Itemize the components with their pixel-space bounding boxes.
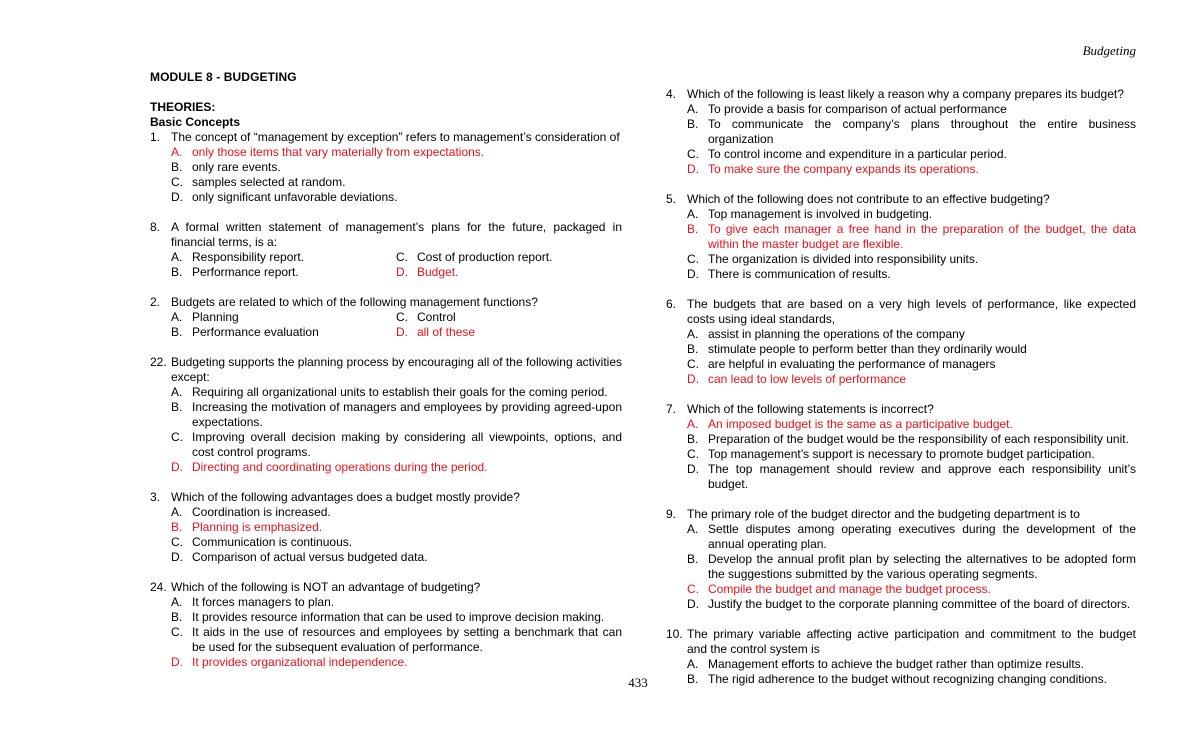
option-letter: B. [171,610,183,624]
option-letter: A. [171,595,183,609]
question-stem [666,192,1136,207]
question-item [150,220,622,280]
option-letter: B. [171,400,183,414]
option-list [666,207,1136,282]
option-letter: D. [687,162,699,176]
option-letter: D. [396,325,408,339]
option-letter: D. [171,655,183,669]
answer-option [687,657,1136,672]
correct-answer-option [687,222,1136,252]
running-head: Budgeting [1082,43,1136,58]
question-text: Which of the following is least likely a reason why a company prepares its budget? [687,87,1124,101]
answer-option [171,265,396,280]
question-number: 8. [150,220,161,234]
option-text: only rare events. [192,160,281,174]
answer-option [396,250,622,265]
option-list [666,522,1136,612]
option-text: Budget. [417,265,459,279]
option-text: Develop the annual profit plan by selecting the alternatives to be adopted form the suggestions submitted by the various operating segments. [708,552,1136,581]
question-stem [666,507,1136,522]
answer-option [396,310,622,325]
option-letter: D. [396,265,408,279]
answer-option [687,597,1136,612]
question-number: 24. [150,580,167,594]
question-number: 1. [150,130,161,144]
option-list [666,327,1136,387]
option-letter: B. [171,160,183,174]
question-text: The primary variable affecting active participation and commitment to the budget and the control system is [687,627,1136,656]
option-letter: C. [171,625,183,639]
subsection-title: Basic Concepts [150,115,241,129]
option-letter: A. [171,505,183,519]
option-text: are helpful in evaluating the performance of managers [708,357,996,371]
option-text: Improving overall decision making by considering all viewpoints, options, and cost control programs. [192,430,622,459]
option-letter: D. [171,550,183,564]
correct-answer-option [171,655,622,670]
option-letter: A. [687,417,699,431]
answer-option [171,625,622,655]
option-text: It aids in the use of resources and employees by setting a benchmark that can be used for the subsequent evaluation of performance. [192,625,622,654]
answer-option [687,117,1136,147]
answer-option [171,400,622,430]
answer-option [171,385,622,400]
answer-option [687,522,1136,552]
option-letter: A. [687,327,699,341]
option-text: Comparison of actual versus budgeted data. [192,550,428,564]
option-text: assist in planning the operations of the company [708,327,965,341]
question-item [666,192,1136,282]
section-title: THEORIES: [150,100,216,114]
option-letter: D. [687,597,699,611]
option-text: samples selected at random. [192,175,346,189]
option-letter: A. [171,145,183,159]
correct-answer-option [687,372,1136,387]
question-item [150,490,622,565]
option-text: It provides resource information that can be used to improve decision making. [192,610,605,624]
option-text: An imposed budget is the same as a participative budget. [708,417,1013,431]
option-letter: A. [687,207,699,221]
answer-option [687,447,1136,462]
option-text: It provides organizational independence. [192,655,408,669]
option-list [150,505,622,565]
question-stem [150,220,622,250]
option-text: To make sure the company expands its operations. [708,162,979,176]
right-question-list [666,87,1136,687]
question-text: Which of the following is NOT an advantage of budgeting? [171,580,481,594]
option-text: Planning [192,310,239,324]
question-number: 3. [150,490,161,504]
question-stem [666,627,1136,657]
answer-option [687,267,1136,282]
option-letter: A. [687,102,699,116]
option-letter: B. [687,672,699,686]
option-text: Compile the budget and manage the budget process. [708,582,991,596]
option-letter: B. [171,265,183,279]
question-item [150,130,622,205]
option-letter: B. [687,117,699,131]
module-title: MODULE 8 - BUDGETING [150,70,297,84]
option-text: only those items that vary materially from expectations. [192,145,485,159]
answer-option [687,327,1136,342]
option-letter: B. [171,520,183,534]
option-letter: D. [687,372,699,386]
option-list [150,145,622,205]
option-letter: C. [171,535,183,549]
option-text: can lead to low levels of performance [708,372,907,386]
question-stem [150,355,622,385]
answer-option [171,610,622,625]
correct-answer-option [687,162,1136,177]
question-text: Budgeting supports the planning process by encouraging all of the following activities except: [171,355,622,384]
question-item [150,295,622,340]
option-text: Directing and coordinating operations during the period. [192,460,488,474]
option-list [150,595,622,670]
answer-option [687,252,1136,267]
answer-option [171,550,622,565]
option-text: To control income and expenditure in a particular period. [708,147,1007,161]
answer-option [687,342,1136,357]
option-letter: A. [171,385,183,399]
option-letter: C. [687,357,699,371]
question-item [666,297,1136,387]
question-text: The primary role of the budget director and the budgeting department is to [687,507,1080,521]
answer-option [171,175,622,190]
option-letter: C. [687,252,699,266]
question-text: Budgets are related to which of the following management functions? [171,295,538,309]
left-question-list [150,130,622,670]
option-text: The organization is divided into responsibility units. [708,252,979,266]
option-text: It forces managers to plan. [192,595,335,609]
answer-option [687,357,1136,372]
option-letter: A. [171,250,183,264]
option-text: Management efforts to achieve the budget rather than optimize results. [708,657,1084,671]
option-text: Communication is continuous. [192,535,353,549]
answer-option [171,250,396,265]
question-item [666,87,1136,177]
option-text: only significant unfavorable deviations. [192,190,398,204]
question-stem [150,295,622,310]
option-letter: C. [687,147,699,161]
option-letter: A. [171,310,183,324]
correct-answer-option [396,265,622,280]
option-text: The rigid adherence to the budget without recognizing changing conditions. [708,672,1107,686]
answer-option [171,190,622,205]
option-text: To give each manager a free hand in the preparation of the budget, the data within the master budget are flexible. [708,222,1136,251]
option-text: Top management’s support is necessary to promote budget participation. [708,447,1095,461]
question-item [150,580,622,670]
option-letter: D. [687,267,699,281]
option-list [150,310,622,340]
option-text: The top management should review and approve each responsibility unit’s budget. [708,462,1136,491]
option-letter: C. [687,582,699,596]
option-letter: C. [687,447,699,461]
option-letter: B. [687,432,699,446]
option-letter: D. [171,460,183,474]
option-letter: C. [396,250,408,264]
correct-answer-option [171,460,622,475]
answer-option [171,595,622,610]
question-number: 10. [666,627,683,641]
option-list [150,250,622,280]
correct-answer-option [396,325,622,340]
option-list [150,385,622,475]
right-column [666,87,1136,702]
question-item [150,355,622,475]
option-text: To communicate the company’s plans throughout the entire business organization [708,117,1136,146]
question-stem [666,87,1136,102]
question-text: Which of the following statements is incorrect? [687,402,934,416]
answer-option [687,147,1136,162]
correct-answer-option [171,145,622,160]
option-text: Responsibility report. [192,250,305,264]
option-text: Control [417,310,456,324]
question-number: 4. [666,87,677,101]
answer-option [687,207,1136,222]
option-text: Requiring all organizational units to establish their goals for the coming period. [192,385,608,399]
question-number: 9. [666,507,677,521]
answer-option [171,310,396,325]
option-letter: C. [171,430,183,444]
option-letter: A. [687,522,699,536]
option-letter: C. [171,175,183,189]
left-column [150,70,622,685]
option-letter: B. [687,342,699,356]
option-text: all of these [417,325,476,339]
option-text: stimulate people to perform better than they ordinarily would [708,342,1027,356]
question-item [666,402,1136,492]
answer-option [687,552,1136,582]
question-stem [666,402,1136,417]
option-letter: B. [687,552,699,566]
option-text: To provide a basis for comparison of actual performance [708,102,1007,116]
answer-option [687,462,1136,492]
option-letter: C. [396,310,408,324]
question-number: 6. [666,297,677,311]
question-text: The concept of “management by exception” refers to management’s consideration of [171,130,620,144]
option-text: Increasing the motivation of managers and employees by providing agreed-upon expectations. [192,400,622,429]
option-letter: D. [171,190,183,204]
answer-option [171,430,622,460]
question-number: 2. [150,295,161,309]
answer-option [687,432,1136,447]
answer-option [171,325,396,340]
page-number: 433 [628,675,648,690]
question-stem [150,580,622,595]
option-text: Cost of production report. [417,250,553,264]
answer-option [687,102,1136,117]
option-letter: B. [171,325,183,339]
option-text: Performance evaluation [192,325,319,339]
question-number: 22. [150,355,167,369]
question-number: 7. [666,402,677,416]
option-text: There is communication of results. [708,267,891,281]
option-text: Justify the budget to the corporate planning committee of the board of directors. [708,597,1131,611]
option-letter: D. [687,462,699,476]
question-text: Which of the following does not contribute to an effective budgeting? [687,192,1050,206]
question-stem [150,490,622,505]
correct-answer-option [687,582,1136,597]
question-item [666,507,1136,612]
question-stem [150,130,622,145]
option-text: Top management is involved in budgeting. [708,207,933,221]
option-letter: A. [687,657,699,671]
answer-option [171,505,622,520]
question-text: The budgets that are based on a very high levels of performance, like expected costs using ideal standards, [687,297,1136,326]
option-text: Performance report. [192,265,299,279]
answer-option [171,160,622,175]
question-text: A formal written statement of management’s plans for the future, packaged in financial terms, is a: [171,220,622,249]
option-text: Preparation of the budget would be the responsibility of each responsibility unit. [708,432,1129,446]
option-text: Planning is emphasized. [192,520,323,534]
option-text: Coordination is increased. [192,505,331,519]
correct-answer-option [171,520,622,535]
option-text: Settle disputes among operating executives during the development of the annual operating plan. [708,522,1136,551]
question-text: Which of the following advantages does a budget mostly provide? [171,490,520,504]
option-list [666,417,1136,492]
correct-answer-option [687,417,1136,432]
option-letter: B. [687,222,699,236]
answer-option [171,535,622,550]
option-list [666,102,1136,177]
question-number: 5. [666,192,677,206]
question-stem [666,297,1136,327]
